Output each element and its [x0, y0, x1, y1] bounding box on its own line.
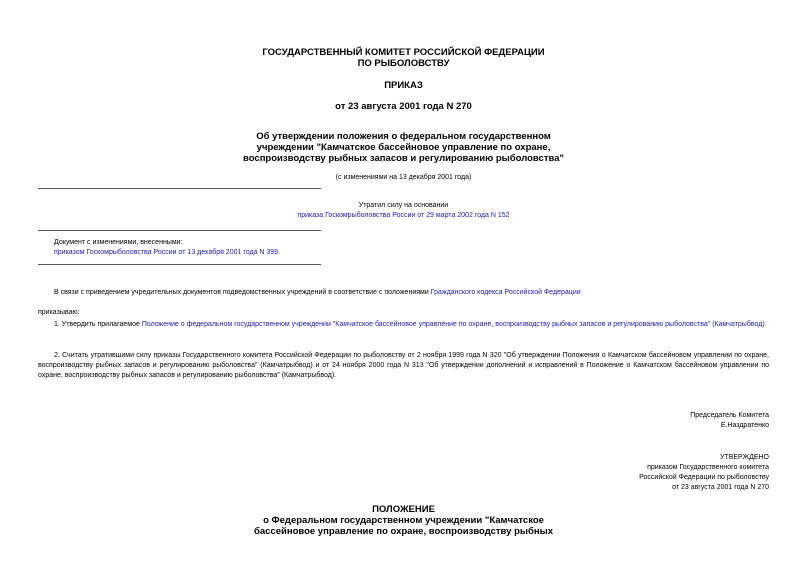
subject-line2: учреждении "Камчатское бассейновое управление по охране,	[256, 142, 551, 153]
item-1	[38, 320, 769, 330]
divider	[38, 230, 321, 231]
order-word: приказываю:	[38, 309, 80, 316]
item1-prefix: 1. Утвердить прилагаемое	[54, 321, 140, 328]
approval-block	[639, 453, 769, 493]
approval-line1: приказом Государственного комитета	[647, 464, 769, 471]
signature-name: Е.Наздратенко	[720, 422, 769, 429]
intro-paragraph	[54, 288, 774, 298]
regulation-title: ПОЛОЖЕНИЕ	[372, 504, 435, 515]
subject-line3: воспроизводству рыбных запасов и регулированию рыболовства"	[243, 153, 564, 164]
divider	[38, 188, 321, 189]
signature-block	[690, 411, 769, 431]
signature-position: Председатель Комитета	[690, 412, 769, 419]
regulation-heading	[0, 504, 807, 537]
amendment-note: (с изменениями на 13 декабря 2001 года)	[335, 174, 472, 181]
changes-box	[54, 238, 280, 258]
intro-text: В связи с приведением учредительных документов подведомственных учреждений в соответствие с положениями	[54, 289, 429, 296]
lost-force-text: Утратил силу на основании	[358, 202, 449, 209]
changes-link[interactable]: приказом Госкомрыболовства России от 13 декабря 2001 года N 399.	[54, 249, 281, 256]
item-2: 2. Считать утратившими силу приказы Государственного комитета Российской Федерации по рыболовству от 2 ноября 1999 года N 320 "Об утверждении Положения о Камчатском бассейновом управлении по охране, воспроизводству рыбных запасов и регулированию рыболовства" (Камчатрыбвод) и от 24 ноября 2000 года N 313 "Об утверждении дополнений и исправлений в Положение о Камчатском бассейновом управлении по охране, воспроизводству рыбных запасов и регулированию рыболовства" (Камчатрыбвод).	[38, 352, 769, 379]
changes-text: Документ с изменениями, внесенными:	[54, 239, 183, 246]
regulation-link[interactable]: Положение о федеральном государственном учреждении "Камчатское бассейновое управление по охране, воспроизводству рыбных запасов и регулированию рыболовства" (Камчатрыбвод)	[141, 321, 765, 328]
regulation-line1: о Федеральном государственном учреждении "Камчатское	[263, 515, 544, 526]
org-name-line1: ГОСУДАРСТВЕННЫЙ КОМИТЕТ РОССИЙСКОЙ ФЕДЕРАЦИИ	[262, 47, 545, 58]
regulation-line2: бассейновое управление по охране, воспроизводству рыбных	[253, 526, 554, 537]
civil-code-link[interactable]: Гражданского кодекса Российской Федерации	[430, 289, 581, 296]
doc-type: ПРИКАЗ	[384, 80, 423, 91]
divider	[38, 264, 321, 265]
doc-subject	[0, 131, 807, 164]
item1-suffix: .	[764, 321, 767, 328]
document-header	[0, 47, 807, 69]
approval-line3: от 23 августа 2001 года N 270	[672, 484, 769, 491]
org-name-line2: ПО РЫБОЛОВСТВУ	[357, 58, 450, 69]
approval-title: УТВЕРЖДЕНО	[719, 454, 769, 461]
subject-line1: Об утверждении положения о федеральном государственном	[256, 131, 551, 142]
lost-force-notice	[0, 201, 807, 221]
approval-line2: Российской Федерации по рыболовству	[639, 474, 769, 481]
doc-date: от 23 августа 2001 года N 270	[335, 101, 472, 112]
lost-force-link[interactable]: приказа Госкомрыболовства России от 29 марта 2002 года N 152	[297, 212, 510, 219]
